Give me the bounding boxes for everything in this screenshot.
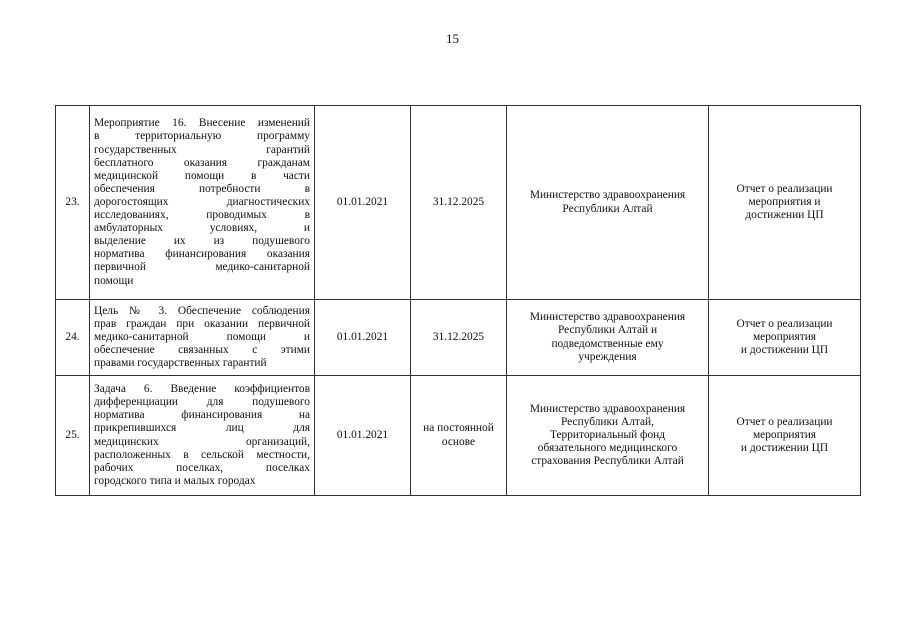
executor-line: учреждения bbox=[578, 350, 637, 363]
description-line: медицинских организаций, bbox=[94, 435, 310, 448]
table-row bbox=[56, 106, 861, 300]
description-line: выделение их из подушевого bbox=[94, 235, 310, 248]
description-line: исследованиях, проводимых в bbox=[94, 209, 310, 222]
measure-description bbox=[90, 300, 315, 376]
executor-line: обязательного медицинского bbox=[537, 442, 678, 455]
end-date bbox=[411, 376, 507, 496]
table-row bbox=[56, 300, 861, 376]
executor-line: страхования Республики Алтай bbox=[531, 455, 684, 468]
description-line: городского типа и малых городах bbox=[94, 474, 256, 487]
description-line: обеспечения потребности в bbox=[94, 182, 310, 195]
end-date: 31.12.2025 bbox=[411, 106, 507, 300]
end-date: 31.12.2025 bbox=[411, 300, 507, 376]
result-line: и достижении ЦП bbox=[740, 344, 829, 357]
row-number: 25. bbox=[56, 376, 90, 496]
row-number: 24. bbox=[56, 300, 90, 376]
executor-line: Территориальный фонд bbox=[549, 428, 666, 441]
description-line: бесплатного оказания гражданам bbox=[94, 156, 310, 169]
result-line: Отчет о реализации bbox=[736, 182, 833, 195]
description-line: норматива финансирования на bbox=[94, 409, 310, 422]
start-date: 01.01.2021 bbox=[315, 300, 411, 376]
description-line: дифференциации для подушевого bbox=[94, 396, 310, 409]
executor-line: Республики Алтай, bbox=[560, 415, 655, 428]
description-line: медико-санитарной помощи и bbox=[94, 330, 310, 343]
result bbox=[709, 300, 861, 376]
description-line: норматива финансирования оказания bbox=[94, 248, 310, 261]
table-row bbox=[56, 376, 861, 496]
executor bbox=[507, 106, 709, 300]
description-line: обеспечение связанных с этими bbox=[94, 344, 310, 357]
executor-line: Министерство здравоохранения bbox=[529, 402, 686, 415]
result bbox=[709, 106, 861, 300]
result-line: Отчет о реализации bbox=[736, 317, 833, 330]
description-line: расположенных в сельской местности, bbox=[94, 448, 310, 461]
start-date: 01.01.2021 bbox=[315, 106, 411, 300]
description-line: Цель № 3. Обеспечение соблюдения bbox=[94, 304, 310, 317]
executor-line: Министерство здравоохранения bbox=[529, 189, 686, 202]
result-line: достижении ЦП bbox=[745, 209, 824, 222]
measure-description bbox=[90, 106, 315, 300]
start-date: 01.01.2021 bbox=[315, 376, 411, 496]
result bbox=[709, 376, 861, 496]
row-number: 23. bbox=[56, 106, 90, 300]
description-line: Мероприятие 16. Внесение изменений bbox=[94, 117, 310, 130]
result-line: мероприятия bbox=[752, 330, 817, 343]
description-line: государственных гарантий bbox=[94, 143, 310, 156]
executor-line: Республики Алтай bbox=[562, 202, 653, 215]
description-line: дорогостоящих диагностических bbox=[94, 195, 310, 208]
description-line: рабочих поселках, поселках bbox=[94, 461, 310, 474]
description-line: прикрепившихся лиц для bbox=[94, 422, 310, 435]
result-line: и достижении ЦП bbox=[740, 442, 829, 455]
description-line: помощи bbox=[94, 274, 134, 287]
description-line: медицинской помощи в части bbox=[94, 169, 310, 182]
description-line: первичной медико-санитарной bbox=[94, 261, 310, 274]
result-line: мероприятия и bbox=[748, 195, 821, 208]
description-line: правами государственных гарантий bbox=[94, 357, 267, 370]
executor-line: Республики Алтай и bbox=[557, 324, 658, 337]
description-line: в территориальную программу bbox=[94, 130, 310, 143]
executor-line: Министерство здравоохранения bbox=[529, 311, 686, 324]
end-date-line: на постоянной bbox=[423, 422, 494, 435]
executor bbox=[507, 376, 709, 496]
page-number: 15 bbox=[446, 31, 459, 46]
measures-table bbox=[55, 105, 861, 496]
executor-line: подведомственные ему bbox=[551, 337, 664, 350]
result-line: мероприятия bbox=[752, 428, 817, 441]
result-line: Отчет о реализации bbox=[736, 415, 833, 428]
end-date-line: основе bbox=[441, 435, 476, 448]
executor bbox=[507, 300, 709, 376]
measure-description bbox=[90, 376, 315, 496]
description-line: амбулаторных условиях, и bbox=[94, 222, 310, 235]
description-line: Задача 6. Введение коэффициентов bbox=[94, 383, 310, 396]
description-line: прав граждан при оказании первичной bbox=[94, 317, 310, 330]
